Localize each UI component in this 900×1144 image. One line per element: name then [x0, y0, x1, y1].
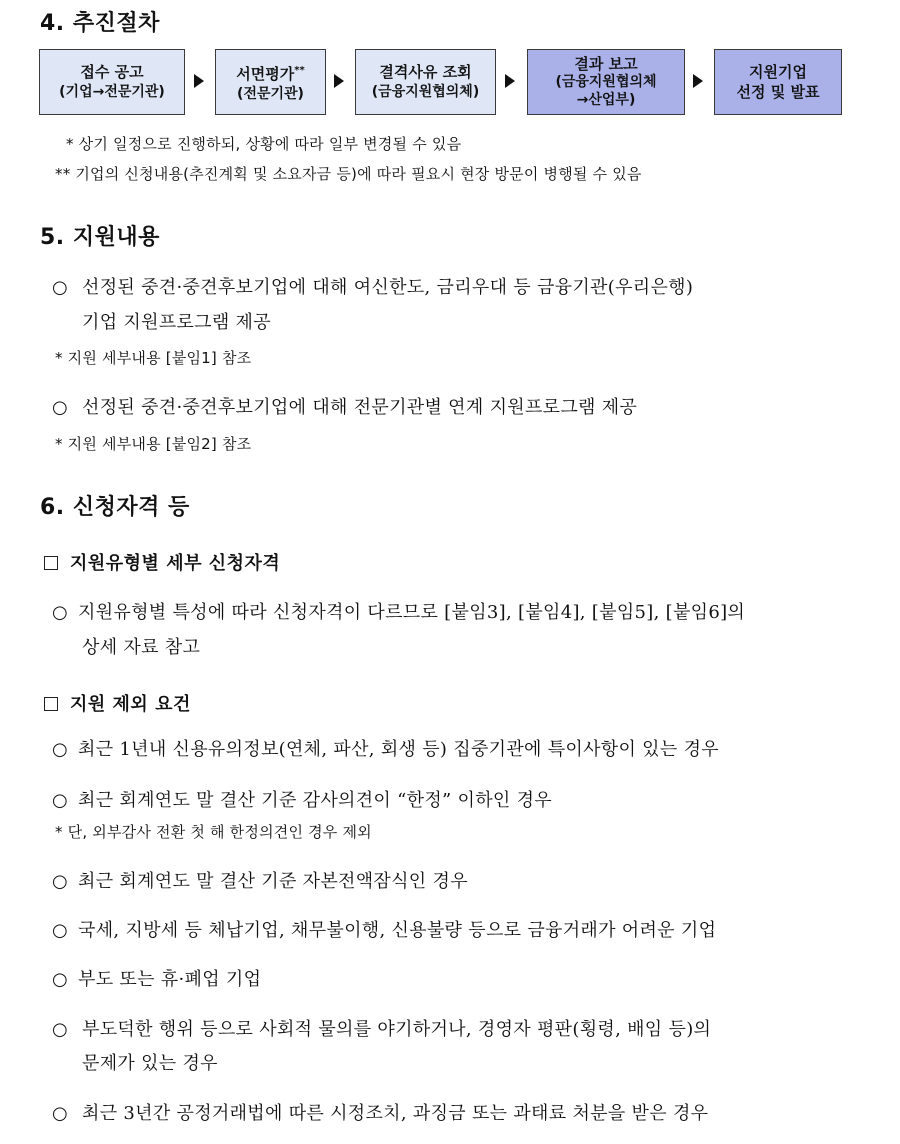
bullet-icon: ○ — [52, 920, 69, 941]
process-step-1 — [39, 49, 185, 115]
process-step-3 — [355, 49, 496, 115]
step-1-label: 접수 공고 — [80, 63, 144, 81]
attachment-note: * 지원 세부내용 [붙임2] 참조 — [55, 435, 252, 453]
step-5-sub: 선정 및 발표 — [736, 83, 820, 101]
schedule-note: * 상기 일정으로 진행하되, 상황에 따라 일부 변경될 수 있음 — [66, 135, 462, 153]
arrow-icon — [693, 74, 703, 88]
list-item: ○ 최근 회계연도 말 결산 기준 자본전액잠식인 경우 — [52, 871, 468, 892]
checkbox-square-icon — [44, 697, 58, 711]
list-item: ○ 국세, 지방세 등 체납기업, 채무불이행, 신용불량 등으로 금융거래가 어려운 기업 — [52, 920, 717, 941]
bullet-icon: ○ — [52, 1019, 69, 1040]
list-item: ○ 선정된 중견·중견후보기업에 대해 전문기관별 연계 지원프로그램 제공 — [52, 397, 638, 418]
process-step-5 — [714, 49, 842, 115]
process-step-2 — [215, 49, 326, 115]
step-3-label: 결격사유 조회 — [379, 63, 472, 81]
list-item-continued: 기업 지원프로그램 제공 — [82, 312, 271, 333]
bullet-icon: ○ — [52, 277, 69, 298]
process-step-4 — [527, 49, 685, 115]
step-4-sub2: →산업부) — [576, 92, 636, 108]
list-item: ○ 최근 1년내 신용유의정보(연체, 파산, 회생 등) 집중기관에 특이사항이 있는 경우 — [52, 739, 719, 760]
section-5-title: 5. 지원내용 — [40, 225, 160, 250]
step-1-sub: (기업→전문기관) — [59, 84, 165, 100]
subsection-title: 지원유형별 세부 신청자격 — [44, 549, 280, 575]
bullet-icon: ○ — [52, 790, 69, 811]
step-4-label: 결과 보고 — [574, 55, 638, 73]
step-4-sub: (금융지원협의체 — [555, 74, 657, 90]
checkbox-square-icon — [44, 556, 58, 570]
arrow-icon — [334, 74, 344, 88]
step-3-sub: (금융지원협의체) — [371, 84, 480, 100]
bullet-icon: ○ — [52, 1103, 69, 1124]
exception-note: * 단, 외부감사 전환 첫 해 한정의견인 경우 제외 — [55, 823, 372, 841]
bullet-icon: ○ — [52, 739, 69, 760]
list-item: ○ 최근 3년간 공정거래법에 따른 시정조치, 과징금 또는 과태료 처분을 받은 경우 — [52, 1103, 709, 1124]
arrow-icon — [505, 74, 515, 88]
list-item: ○ 부도덕한 행위 등으로 사회적 물의를 야기하거나, 경영자 평판(횡령, 배임 등)의 — [52, 1019, 712, 1040]
step-2-label: 서면평가 — [236, 64, 295, 83]
site-visit-note: ** 기업의 신청내용(추진계획 및 소요자금 등)에 따라 필요시 현장 방문이 병행될 수 있음 — [55, 165, 642, 183]
subsection-title: 지원 제외 요건 — [44, 690, 191, 716]
attachment-note: * 지원 세부내용 [붙임1] 참조 — [55, 349, 252, 367]
list-item: ○ 최근 회계연도 말 결산 기준 감사의견이 “한정” 이하인 경우 — [52, 790, 552, 811]
section-6-title: 6. 신청자격 등 — [40, 495, 190, 520]
list-item: ○ 지원유형별 특성에 따라 신청자격이 다르므로 [붙임3], [붙임4], [붙임5], [붙임6]의 — [52, 602, 746, 623]
list-item-continued: 문제가 있는 경우 — [82, 1053, 218, 1074]
step-5-label: 지원기업 — [749, 63, 807, 81]
bullet-icon: ○ — [52, 602, 69, 623]
step-2-sup: ** — [294, 64, 305, 76]
list-item: ○ 부도 또는 휴·폐업 기업 — [52, 969, 262, 990]
bullet-icon: ○ — [52, 871, 69, 892]
arrow-icon — [194, 74, 204, 88]
list-item-continued: 상세 자료 참고 — [82, 637, 201, 658]
step-2-sub: (전문기관) — [237, 85, 304, 102]
section-4-title: 4. 추진절차 — [40, 11, 160, 36]
bullet-icon: ○ — [52, 397, 69, 418]
bullet-icon: ○ — [52, 969, 69, 990]
list-item: ○ 선정된 중견·중견후보기업에 대해 여신한도, 금리우대 등 금융기관(우리은행) — [52, 277, 694, 298]
